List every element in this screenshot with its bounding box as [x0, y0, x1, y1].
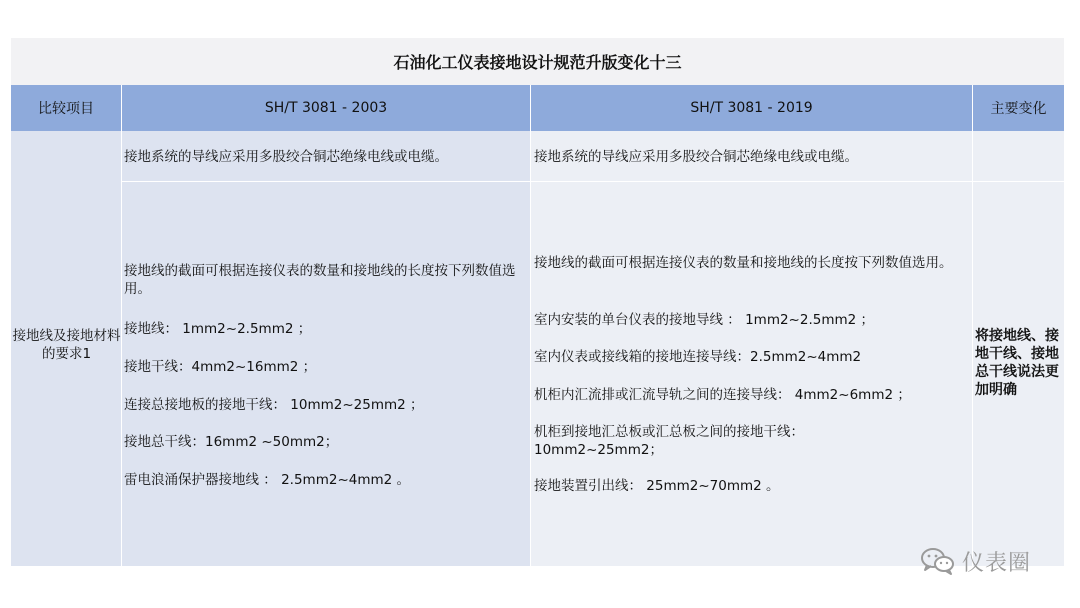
- header-2019: SH/T 3081 - 2019: [531, 85, 973, 131]
- wechat-icon: [920, 546, 956, 576]
- old-standard-cell: [122, 131, 531, 566]
- old-item-2: 接地干线：4mm2~16mm2 ；: [124, 359, 317, 375]
- new-item-5: 接地装置引出线： 25mm2~70mm2 。: [534, 478, 780, 494]
- table-header: [11, 85, 1064, 131]
- main-change-text: 将接地线、接地干线、接地总干线说法更加明确: [975, 328, 1059, 398]
- old-item-4: 接地总干线：16mm2 ~50mm2；: [124, 434, 339, 450]
- new-item-1: 室内安装的单台仪表的接地导线 ： 1mm2~2.5mm2 ；: [534, 312, 875, 328]
- header-2003: SH/T 3081 - 2003: [122, 85, 531, 131]
- old-item-1: 接地线： 1mm2~2.5mm2 ；: [124, 321, 312, 337]
- watermark: [920, 543, 1060, 579]
- header-compare-item: 比较项目: [11, 85, 122, 131]
- row-divider: [122, 181, 1064, 182]
- comparison-table: [11, 38, 1064, 566]
- watermark-text: 仪表圈: [962, 550, 1032, 576]
- new-first-text: 接地系统的导线应采用多股绞合铜芯绝缘电线或电缆。: [534, 149, 858, 165]
- new-item-3: 机柜内汇流排或汇流导轨之间的连接导线： 4mm2~6mm2 ；: [534, 387, 911, 403]
- old-item-5: 雷电浪涌保护器接地线 ： 2.5mm2~4mm2 。: [124, 472, 411, 488]
- old-item-3: 连接总接地板的接地干线： 10mm2~25mm2 ；: [124, 397, 424, 413]
- old-intro-text: 接地线的截面可根据连接仪表的数量和接地线的长度按下列数值选用。: [124, 263, 516, 297]
- table-title: 石油化工仪表接地设计规范升版变化十三: [11, 38, 1064, 85]
- old-first-text: 接地系统的导线应采用多股绞合铜芯绝缘电线或电缆。: [124, 149, 448, 165]
- header-main-change: 主要变化: [990, 101, 1047, 117]
- new-intro-text: 接地线的截面可根据连接仪表的数量和接地线的长度按下列数值选用。: [534, 255, 953, 271]
- new-item-2: 室内仪表或接线箱的接地连接导线：2.5mm2~4mm2: [534, 349, 862, 365]
- table-body: [11, 131, 1064, 566]
- new-item-4: 机柜到接地汇总板或汇总板之间的接地干线：10mm2~25mm2；: [534, 424, 804, 458]
- row-label-cell: [11, 131, 122, 566]
- row-label: 接地线及接地材料的要求1: [12, 328, 121, 362]
